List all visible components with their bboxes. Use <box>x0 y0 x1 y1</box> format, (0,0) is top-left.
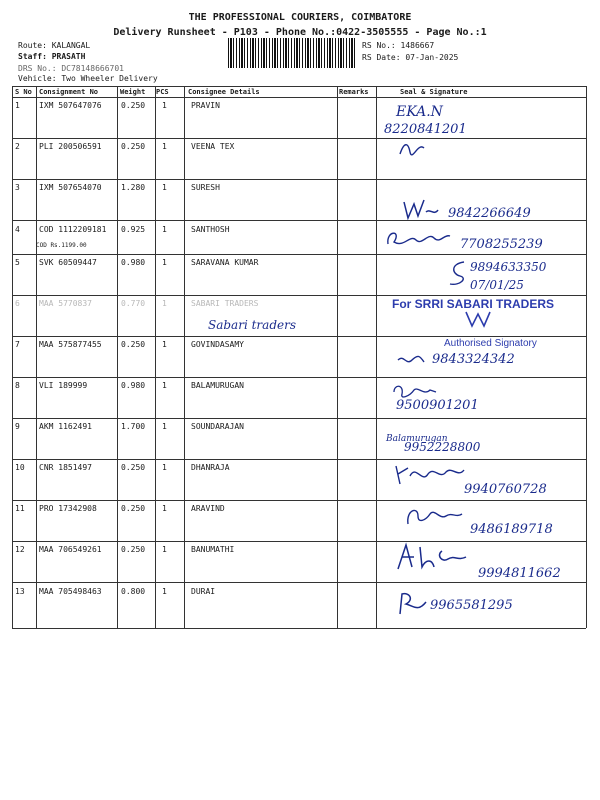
company-title: THE PROFESSIONAL COURIERS, COIMBATORE <box>188 12 412 23</box>
row-rule <box>12 138 586 139</box>
row-rule <box>12 179 586 180</box>
row-consignee: VEENA TEX <box>191 142 235 151</box>
row-consignee: DHANRAJA <box>191 463 230 472</box>
row-pcs: 1 <box>162 299 167 308</box>
table-header-rule <box>12 97 586 98</box>
row-weight: 0.250 <box>121 504 146 513</box>
row-weight: 0.250 <box>121 142 146 151</box>
handwritten-name: EKA.N <box>396 104 443 120</box>
barcode <box>228 38 356 68</box>
col-divider <box>376 86 377 628</box>
signature-scribble <box>384 226 454 254</box>
row-rule <box>12 418 586 419</box>
row-sno: 2 <box>15 142 20 151</box>
row-consignee: SOUNDARAJAN <box>191 422 244 431</box>
row-weight: 0.250 <box>121 463 146 472</box>
signature-scribble <box>396 352 426 368</box>
row-consignee: SANTHOSH <box>191 225 230 234</box>
header-weight: Weight <box>120 88 146 96</box>
row-sno: 9 <box>15 422 20 431</box>
row-consignee: SABARI TRADERS <box>191 299 259 308</box>
row-pcs: 1 <box>162 101 167 110</box>
signature-scribble <box>398 140 428 158</box>
handwritten-consignee: Sabari traders <box>208 318 296 332</box>
runsheet-title: Delivery Runsheet - P103 - Phone No.:0422-3505555 - Page No.:1 <box>113 27 487 38</box>
table-top-rule <box>12 86 586 87</box>
drs-number: DRS No.: DC78148666701 <box>18 64 124 73</box>
company-stamp: For SRRI SABARI TRADERS <box>392 297 555 311</box>
row-consignment: CNR 1851497 <box>39 463 92 472</box>
row-sno: 3 <box>15 183 20 192</box>
row-consignee: BANUMATHI <box>191 545 235 554</box>
signature-scribble <box>392 462 468 488</box>
row-weight: 0.980 <box>121 258 146 267</box>
row-sno: 6 <box>15 299 20 308</box>
vehicle-label: Vehicle: Two Wheeler Delivery <box>18 74 158 83</box>
col-divider <box>117 86 118 628</box>
row-weight: 0.250 <box>121 340 146 349</box>
row-consignee: GOVINDASAMY <box>191 340 244 349</box>
row-sno: 11 <box>15 504 25 513</box>
row-rule <box>12 254 586 255</box>
col-divider <box>586 86 587 628</box>
row-weight: 0.250 <box>121 101 146 110</box>
row-weight: 0.250 <box>121 545 146 554</box>
row-consignment: AKM 1162491 <box>39 422 92 431</box>
row-pcs: 1 <box>162 504 167 513</box>
row-pcs: 1 <box>162 545 167 554</box>
row-sno: 10 <box>15 463 25 472</box>
row-sno: 4 <box>15 225 20 234</box>
row-consignee: ARAVIND <box>191 504 225 513</box>
row-consignment: IXM 507647076 <box>39 101 102 110</box>
row-weight: 0.800 <box>121 587 146 596</box>
row-sno: 1 <box>15 101 20 110</box>
row-sno: 13 <box>15 587 25 596</box>
row-consignment: MAA 706549261 <box>39 545 102 554</box>
header-seal: Seal & Signature <box>400 88 468 96</box>
row-sno: 5 <box>15 258 20 267</box>
header-consignment: Consignment No <box>39 88 99 96</box>
row-consignment: PRO 17342908 <box>39 504 97 513</box>
row-rule <box>12 459 586 460</box>
row-consignee: BALAMURUGAN <box>191 381 244 390</box>
row-pcs: 1 <box>162 340 167 349</box>
row-pcs: 1 <box>162 183 167 192</box>
row-pcs: 1 <box>162 381 167 390</box>
row-consignment: MAA 705498463 <box>39 587 102 596</box>
signature-scribble <box>404 504 464 530</box>
signature-scribble <box>402 196 442 222</box>
col-divider <box>12 86 13 628</box>
header-consignee: Consignee Details <box>188 88 260 96</box>
handwritten-phone: 9842266649 <box>448 206 531 221</box>
row-rule <box>12 500 586 501</box>
row-consignment: SVK 60509447 <box>39 258 97 267</box>
row-rule <box>12 582 586 583</box>
row-pcs: 1 <box>162 587 167 596</box>
row-pcs: 1 <box>162 422 167 431</box>
handwritten-name: Balamurugan <box>386 434 448 444</box>
row-consignment: MAA 5770837 <box>39 299 92 308</box>
row-pcs: 1 <box>162 225 167 234</box>
handwritten-phone: 9952228800 <box>404 440 481 454</box>
row-weight: 0.980 <box>121 381 146 390</box>
table-bottom-rule <box>12 628 586 629</box>
header-remarks: Remarks <box>339 88 369 96</box>
row-pcs: 1 <box>162 463 167 472</box>
staff-label: Staff: PRASATH <box>18 52 86 61</box>
stamp-signature <box>464 308 494 330</box>
signature-scribble <box>446 258 472 288</box>
stamp-subtitle: Authorised Signatory <box>444 338 537 349</box>
row-consignment: MAA 575877455 <box>39 340 102 349</box>
row-rule <box>12 377 586 378</box>
col-divider <box>155 86 156 628</box>
row-rule <box>12 541 586 542</box>
row-rule <box>12 295 586 296</box>
handwritten-phone: 9994811662 <box>478 566 561 581</box>
row-weight: 1.280 <box>121 183 146 192</box>
row-weight: 1.700 <box>121 422 146 431</box>
signature-scribble <box>392 541 472 573</box>
row-consignee: SURESH <box>191 183 220 192</box>
row-weight: 0.925 <box>121 225 146 234</box>
handwritten-phone: 9486189718 <box>470 522 553 537</box>
handwritten-phone: 9965581295 <box>430 598 513 613</box>
row-sno: 7 <box>15 340 20 349</box>
handwritten-date: 07/01/25 <box>470 278 524 292</box>
row-consignee: SARAVANA KUMAR <box>191 258 259 267</box>
row-consignment: PLI 200506591 <box>39 142 102 151</box>
col-divider <box>184 86 185 628</box>
row-consignee: PRAVIN <box>191 101 220 110</box>
row-consignee: DURAI <box>191 587 216 596</box>
handwritten-phone: 9500901201 <box>396 398 479 413</box>
row-weight: 0.770 <box>121 299 146 308</box>
rs-date: RS Date: 07-Jan-2025 <box>362 53 459 62</box>
row-pcs: 1 <box>162 142 167 151</box>
handwritten-phone: 7708255239 <box>460 237 543 252</box>
cod-amount: COD Rs.1199.00 <box>36 242 87 249</box>
row-consignment: IXM 507654070 <box>39 183 102 192</box>
row-consignment: COD 1112209181 <box>39 225 107 234</box>
col-divider <box>337 86 338 628</box>
route-label: Route: KALANGAL <box>18 41 91 50</box>
row-consignment: VLI 189999 <box>39 381 88 390</box>
row-sno: 8 <box>15 381 20 390</box>
col-divider <box>36 86 37 628</box>
row-pcs: 1 <box>162 258 167 267</box>
rs-number: RS No.: 1486667 <box>362 41 435 50</box>
signature-scribble <box>396 590 430 618</box>
handwritten-phone: 9894633350 <box>470 260 547 274</box>
handwritten-phone: 9940760728 <box>464 482 547 497</box>
header-pcs: PCS <box>156 88 169 96</box>
handwritten-phone: 9843324342 <box>432 352 515 367</box>
row-rule <box>12 336 586 337</box>
handwritten-phone: 8220841201 <box>384 122 467 137</box>
row-sno: 12 <box>15 545 25 554</box>
header-sno: S No <box>15 88 32 96</box>
